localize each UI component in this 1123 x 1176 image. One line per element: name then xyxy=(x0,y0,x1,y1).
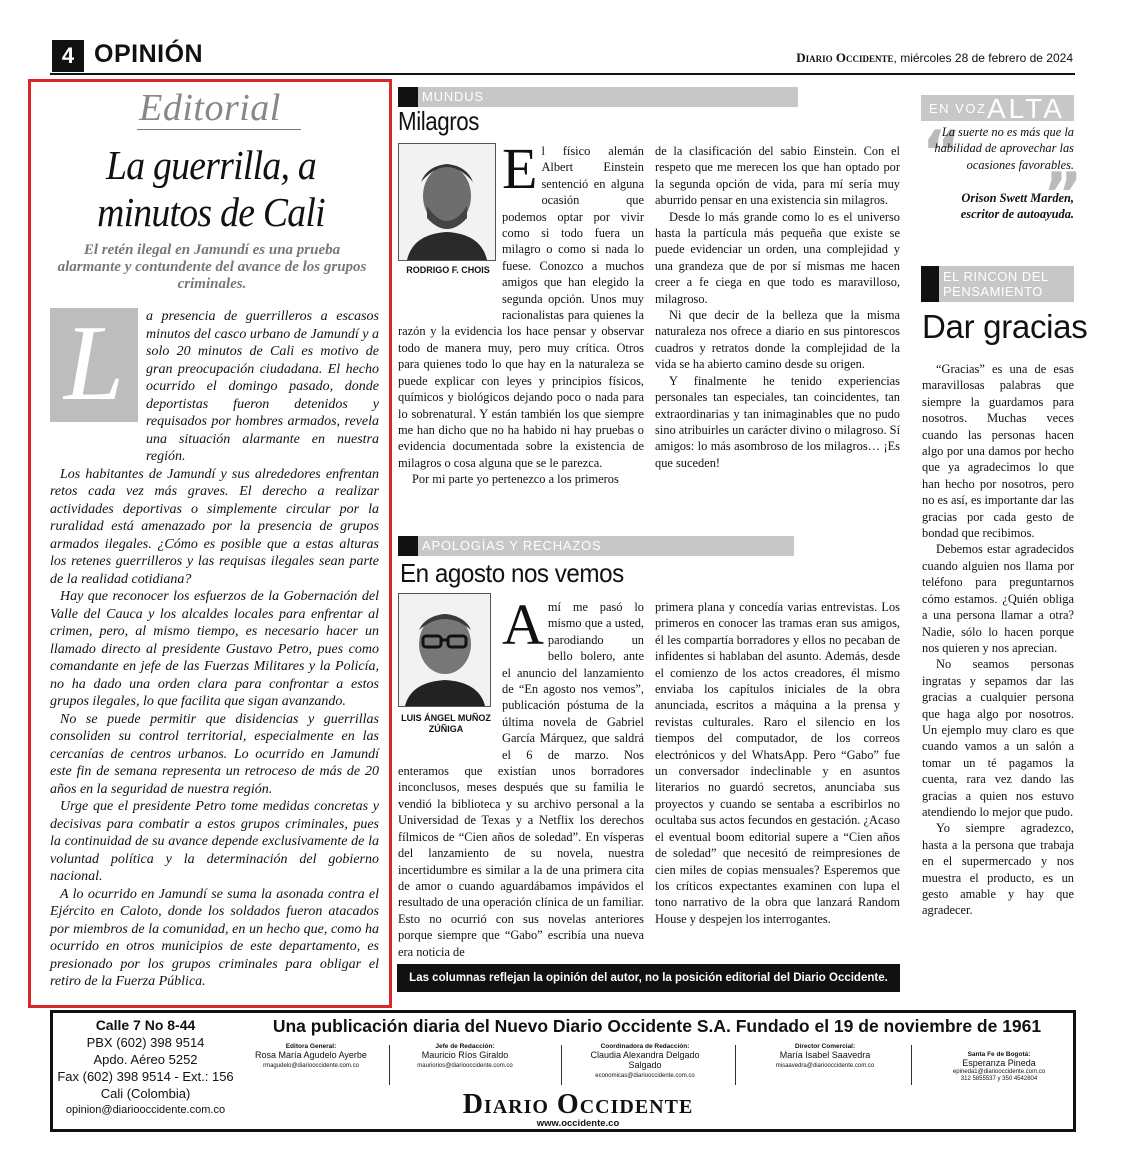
staff-email: rmagudelo@diariooccidente.com.co xyxy=(263,1063,359,1069)
rincon-paragraph: “Gracias” es una de esas maravillosas palabras que siempre la guardamos para nosotros. Muchas veces cuando las personas hacen algo por una damos por hecho que ya agradecimos lo que han hecho por nosotros, pero no es así, es importante dar las gracias por cada gesto de bondad que recibimos. xyxy=(922,362,1074,541)
mundus-dropcap: E xyxy=(502,136,538,201)
staff-email: economicas@diariooccidente.com.co xyxy=(595,1073,695,1079)
photo-space xyxy=(398,599,502,751)
staff-entry xyxy=(241,1043,381,1069)
staff-name: Esperanza Pineda xyxy=(962,1058,1036,1068)
apologias-title: En agosto nos vemos xyxy=(400,558,624,588)
close-quote-icon: ” xyxy=(1043,160,1083,230)
rincon-paragraph: No seamos personas ingratas y sepamos dar las gracias a cualquier persona que haga algo por nosotros. Un ejemplo muy claro es que cuando vamos a un salón a tomar un té pagamos la cuenta, rara vez dando las gracias a quien nos estuvo atendiendo lo mejor que pudo. xyxy=(922,657,1074,819)
mundus-col1 xyxy=(398,136,644,488)
publication-line: Una publicación diaria del Nuevo Diario Occidente S.A. Fundado el 19 de noviembre de 1961 xyxy=(272,1016,1042,1036)
kicker-rule xyxy=(137,129,301,130)
editorial-title: La guerrilla, a minutos de Cali xyxy=(97,142,325,235)
address-line: Apdo. Aéreo 5252 xyxy=(93,1052,198,1067)
editorial-paragraph: Los habitantes de Jamundí y sus alrededores enfrentan retos cada vez más graves. El derecho a realizar actividades deportivas o simplemente circular por la ruralidad está amenazado por la presencia de grupos armados ilegales. ¿Cómo es posible que a estas alturas los retenes guerrilleros y las requisas ilegales sean parte de la realidad cotidiana? xyxy=(50,466,379,587)
rincon-paragraph: Debemos estar agradecidos cuando alguien nos llama por teléfono para preguntarnos cómo estamos. ¿Quién obliga a una persona llamar a otra? Nadie, sólo lo hacen porque nos quieren y nos aprecian. xyxy=(922,542,1074,655)
editorial-kicker: Editorial xyxy=(139,87,281,129)
editorial-box xyxy=(28,79,392,1008)
mundus-paragraph: Desde lo más grande como lo es el universo hasta la partícula más pequeña que existe se puede evidenciar un orden, una complejidad y una grandeza que de por sí mismas me hacen creer a fe ciega en que todo es maravilloso, milagroso. xyxy=(655,209,900,306)
mundus-section-label: MUNDUS xyxy=(422,89,484,104)
staff-role: Coordinadora de Redacción: xyxy=(600,1043,690,1050)
mundus-paragraph: l físico alemán Albert Einstein sentenció en alguna ocasión que podemos optar por vivir como si todo fuera un milagro o como si nada lo fuese. Conozco a muchos amigos que han elegido la segunda opción. Unos muy racionalistas para quienes la razón y la evidencia los hace pensar y observar todo de manera muy, pero muy crítica. Otros para quienes todo lo que hay en la naturaleza se puede explicar con leyes y principios físicos, químicos y biológicos dejando poco o nada para lo sobrenatural. Y están también los que siempre me han dicho que no ha habido ni hay pruebas o evidencia documentada sobre la existencia de milagros o cosa alguna que se le parezca. xyxy=(398,144,644,470)
masthead-brand: Diario Occidente xyxy=(796,50,894,65)
staff-divider xyxy=(735,1045,736,1085)
address-line: PBX (602) 398 9514 xyxy=(86,1035,205,1050)
editorial-paragraph: No se puede permitir que disidencias y guerrillas consoliden su control territorial, especialmente en las cercanías de centros urbanos. Lo ocurrido en Jamundí este fin de semana representa un retroceso de más de 20 años en la seguridad de nuestra región. xyxy=(50,711,379,797)
date-text: , miércoles 28 de febrero de 2024 xyxy=(893,51,1073,65)
staff-entry xyxy=(755,1043,895,1069)
staff-role: Jefe de Redacción: xyxy=(435,1043,495,1050)
staff-phone: 312 5855537 y 350 4542804 xyxy=(960,1076,1038,1082)
staff-name: Rosa María Agudelo Ayerbe xyxy=(255,1050,367,1060)
staff-divider xyxy=(911,1045,912,1085)
rincon-section-bar xyxy=(921,266,1074,302)
address-line: Calle 7 No 8-44 xyxy=(95,1017,196,1033)
apologias-col1 xyxy=(398,592,644,960)
staff-divider xyxy=(389,1045,390,1085)
page-number: 4 xyxy=(52,40,84,72)
mundus-col2 xyxy=(655,143,900,471)
footer-url: www.occidente.co xyxy=(536,1118,620,1129)
mundus-paragraph: Por mi parte yo pertenezco a los primeros xyxy=(412,472,619,487)
apologias-section-label: APOLOGÍAS Y RECHAZOS xyxy=(422,538,602,553)
staff-name: Mauricio Ríos Giraldo xyxy=(421,1050,509,1060)
en-voz-label: EN VOZ xyxy=(929,101,987,116)
staff-role: Editora General: xyxy=(285,1043,337,1050)
editorial-paragraph: a presencia de guerrilleros a escasos minutos del casco urbano de Jamundí y a solo 20 minutos de Cali es motivo de gran preocupación ciudadana. El hecho ocurrido el domingo pasado, donde deportistas fueron detenidos y requisados por hombres armados, revela una situación alarmante en nuestra región. xyxy=(146,309,379,464)
photo-space xyxy=(398,143,502,323)
mundus-paragraph: de la clasificación del sabio Einstein. Con el respeto que me merecen los que han optado por la segunda opción de vida, para mí sería muy aburrido pensar en una existencia sin milagros. xyxy=(655,144,900,208)
editorial-paragraph: Urge que el presidente Petro tome medidas concretas y decisivas para combatir a estos grupos criminales, pues la continuidad de su avance depende exclusivamente de la voluntad política y la determinación del gobierno nacional. xyxy=(50,799,379,884)
staff-divider xyxy=(561,1045,562,1085)
rincon-title: Dar gracias xyxy=(922,308,1088,345)
bar-block xyxy=(398,87,418,107)
staff-email: misaavedra@diariooccidente.com.co xyxy=(775,1063,875,1069)
header-rule xyxy=(50,73,1075,75)
staff-role: Director Comercial: xyxy=(794,1043,856,1050)
mundus-author: RODRIGO F. CHOIS xyxy=(406,265,490,275)
footer xyxy=(50,1010,1076,1132)
rincon-body xyxy=(922,361,1074,919)
footer-brand: Diario Occidente xyxy=(462,1089,694,1120)
apologias-section-bar xyxy=(398,536,794,556)
rincon-section-label: EL RINCON DEL PENSAMIENTO xyxy=(943,269,1049,299)
section-title: OPINIÓN xyxy=(94,40,204,68)
apologias-author: LUIS ÁNGEL MUÑOZ ZÚÑIGA xyxy=(401,713,491,734)
editorial-lead: El retén ilegal en Jamundí es una prueba alarmante y contundente del avance de los grupos criminales. xyxy=(57,242,367,292)
editorial-paragraph: Hay que reconocer los esfuerzos de la Gobernación del Valle del Cauca y los alcaldes locales para enfrentar al crimen, pero, al mismo tiempo, es necesario hacer un llamado directo al presidente Gustavo Petro, pues como comandante en jefe de las Fuerzas Militares y la Policía, no ha dado una orden clara para confrontar a estos grupos ilegales, lo que facilita que sigan avanzando. xyxy=(50,589,379,709)
quote-text: La suerte no es más que la habilidad de aprovechar las ocasiones favorables. xyxy=(934,125,1074,172)
masthead-date xyxy=(796,50,1073,66)
mundus-paragraph: Y finalmente he tenido experiencias personales tan especiales, tan coincidentes, tan extraordinarias y tan inimaginables que no pudo sino atribuirles un carácter divino o milagroso. Sí amigos: lo más asombroso de los milagros… ¡Es que suceden! xyxy=(655,373,901,470)
apologias-dropcap: A xyxy=(502,592,544,657)
quote-author: Orison Swett Marden, escritor de autoayuda. xyxy=(960,191,1074,222)
staff-entry xyxy=(395,1043,535,1069)
apologias-col2 xyxy=(655,599,900,927)
editorial-dropcap: L xyxy=(50,308,138,422)
alta-label: ALTA xyxy=(987,93,1065,124)
apologias-paragraph: mí me pasó lo mismo que a usted, parodiando un bello bolero, ante el anuncio del lanzamiento de “En agosto nos vemos”, publicación póstuma de la última novela de Gabriel García Márquez, que saldrá el 6 de marzo. Nos enteramos que existían unos borradores inconclusos, meses después que su familia le vendió la biblioteca y su archivo personal a la Universidad de Texas y a Netflix los derechos fílmicos de “Cien años de soledad”. En vísperas del lanzamiento de su novela, nuestra incertidumbre es similar a la de una primera cita de amor o cuando aguardábamos impávidos el resultado de una operación clínica de un familiar. Esto no ocurrió con sus novelas anteriores porque siempre que “Gabo” escribía una nueva era noticia de xyxy=(398,600,644,959)
address-line: Fax (602) 398 9514 - Ext.: 156 xyxy=(57,1069,234,1084)
address-block xyxy=(53,1017,238,1119)
mundus-section-bar xyxy=(398,87,798,107)
staff-role: Santa Fe de Bogotá: xyxy=(967,1051,1031,1058)
staff-name: Claudia Alexandra Delgado Salgado xyxy=(590,1050,700,1070)
bar-block xyxy=(398,536,418,556)
opinion-email: opinion@diariooccidente.com.co xyxy=(65,1104,226,1116)
staff-email: mauriorios@diariooccidente.com.co xyxy=(417,1063,513,1069)
address-line: Cali (Colombia) xyxy=(100,1086,191,1101)
mundus-paragraph: Ni que decir de la belleza que la misma naturaleza nos ofrece a diario en sus pintorescos cuadros y retratos donde la complejidad de la vida se ha abierto camino desde su origen. xyxy=(655,308,900,372)
bar-block xyxy=(921,266,939,302)
staff-entry xyxy=(575,1043,715,1079)
staff-email: epineda1@diariooccidente.com.co xyxy=(952,1069,1046,1075)
mundus-title: Milagros xyxy=(398,106,480,136)
staff-entry xyxy=(935,1051,1063,1082)
disclaimer-bar: Las columnas reflejan la opinión del autor, no la posición editorial del Diario Occidente. xyxy=(397,964,900,992)
editorial-paragraph: A lo ocurrido en Jamundí se suma la asonada contra el Ejército en Caloto, donde los soldados fueron atacados por miembros de la comunidad, en un hecho que, como ha ocurrido en otros municipios de este departamento, es presionado por los grupos criminales para obligar el retiro de la Fuerza Pública. xyxy=(50,886,379,989)
rincon-paragraph: Yo siempre agradezco, hasta a la persona que trabaja en el supermercado y nos muestra el producto, es un gesto amable y hay que agradecer. xyxy=(922,821,1074,918)
apologias-paragraph: primera plana y concedía varias entrevistas. Los primeros en conocer las tramas eran sus amigos, él les compartía borradores y ellos no pecaban de infidentes si hablaban del asunto. Además, desde el comienzo de los actos creadores, él mismo enviaba los capítulos iniciales de la obra anunciada, escritos a máquina a la prensa y revistas culturales. Raro el silencio en los tiempos del computador, de los correos electrónicos y del WhatsApp. Pero “Gabo” fue un conversador indeclinable y en asuntos literarios no guardó secretos, anunciaba sus proyectos y cuando se sentaba a escribirlos no ocultaba sus actos fecundos en gestación. ¿Acaso el eventual boom editorial supere a “Cien años de soledad” que necesitó de reimpresiones de cien miles de copias mensuales? Esperemos que los críticos expectantes examinen con lupa el tono narrativo de la obra que lanzará Random House y despejen los interrogantes. xyxy=(655,600,900,926)
staff-name: María Isabel Saavedra xyxy=(779,1050,871,1060)
open-quote-icon: “ xyxy=(922,118,962,188)
